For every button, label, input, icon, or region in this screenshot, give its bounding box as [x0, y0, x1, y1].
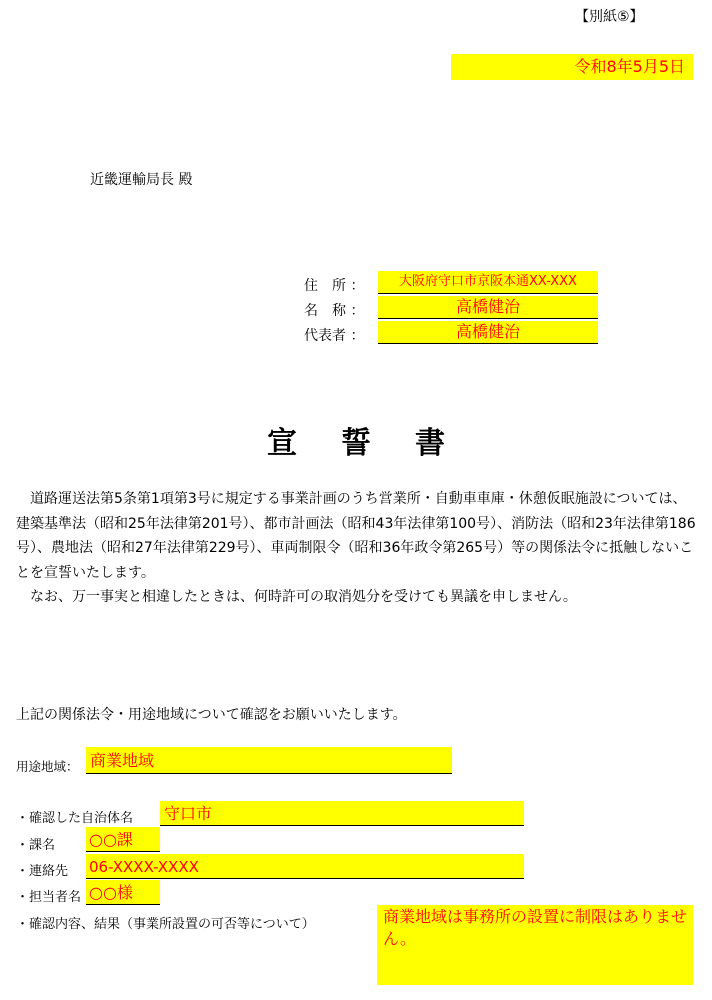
sender-address-label: 住 所 ： — [304, 278, 365, 294]
municipality-label: ・確認した自治体名 — [16, 811, 134, 826]
oath-paragraph-2: なお、万一事実と相違したときは、何時許可の取消処分を受けても異議を申しません。 — [16, 589, 577, 605]
contact-field[interactable]: 06-XXXX-XXXX — [86, 854, 524, 879]
sender-representative-field[interactable]: 高橋健治 — [378, 321, 598, 344]
document-title: 宣誓書 — [267, 426, 489, 461]
oath-body — [16, 487, 696, 610]
request-text: 上記の関係法令・用途地域について確認をお願いいたします。 — [16, 707, 407, 723]
addressee: 近畿運輸局長 殿 — [90, 172, 193, 188]
section-field[interactable]: ○○課 — [86, 827, 160, 852]
person-in-charge-field[interactable]: ○○様 — [86, 880, 160, 905]
sender-name-label: 名 称 ： — [304, 303, 365, 319]
contact-label: ・連絡先 — [16, 864, 69, 879]
oath-paragraph-1: 道路運送法第5条第1項第3号に規定する事業計画のうち営業所・自動車車庫・休憩仮眠施設については、建築基準法（昭和25年法律第201号）、都市計画法（昭和43年法律第100号）、消防法（昭和23年法律第186号）、農地法（昭和27年法律第229号）、車両制限令（昭和36年政令第265号）等の関係法令に抵触しないことを宣誓いたします。 — [16, 491, 696, 581]
person-in-charge-label: ・担当者名 — [16, 890, 82, 905]
confirmation-result-label: ・確認内容、結果（事業所設置の可否等について） — [16, 917, 315, 932]
attachment-label: 【別紙⑤】 — [575, 9, 644, 25]
sender-representative-label: 代表者 ： — [304, 328, 365, 344]
zoning-field[interactable]: 商業地域 — [86, 747, 452, 774]
section-label: ・課名 — [16, 838, 56, 853]
sender-name-field[interactable]: 高橋健治 — [378, 296, 598, 319]
municipality-field[interactable]: 守口市 — [160, 801, 524, 826]
confirmation-result-field[interactable]: 商業地域は事務所の設置に制限はありません。 — [377, 905, 693, 985]
sender-address-field[interactable]: 大阪府守口市京阪本通XX-XXX — [378, 271, 598, 294]
date-field[interactable]: 令和8年5月5日 — [451, 54, 693, 80]
zoning-label: 用途地域： — [16, 759, 79, 774]
